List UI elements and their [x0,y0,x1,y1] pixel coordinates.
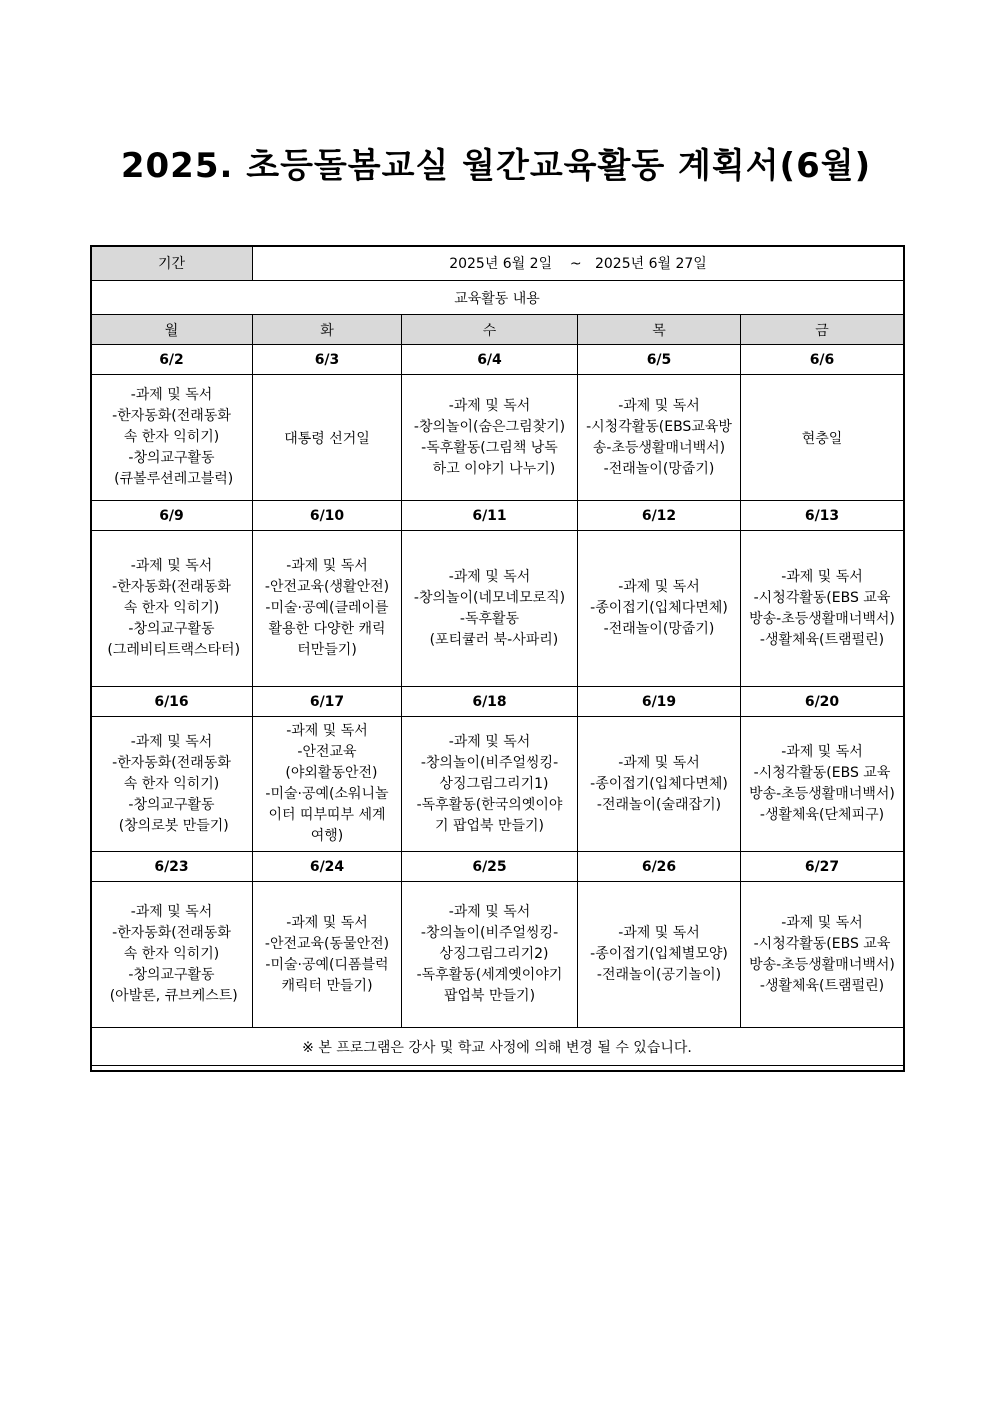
activity-line: 상징그림그리기1) [430,775,549,792]
activity-line: -한자동화(전래동화 [112,579,231,595]
activity-line: 상징그림그리기2) [430,946,549,962]
activity-line: -안전교육(동물안전) [264,935,390,952]
date-cell-tue: 6/3 [253,345,402,375]
date-cell-mon: 6/23 [91,852,253,882]
activity-line: -시청각활동(EBS 교육 [753,935,891,952]
date-row [91,501,904,531]
activity-cell-fri [741,375,904,501]
activity-line: (포티큘러 북-사파리) [420,631,559,648]
activity-line: -창의놀이(비주얼씽킹- [420,925,559,941]
activity-line: -생활체육(트램펄린) [759,977,885,994]
activity-line: -전래놀이(망줍기) [603,460,715,477]
activity-line: -과제 및 독서 [130,387,213,403]
activity-cell-mon [91,717,253,852]
activity-line: 속 한자 익히기) [123,600,220,616]
holiday-label: 대통령 선거일 [284,430,370,447]
weekday-tue: 화 [253,315,402,345]
activity-line: -과제 및 독서 [781,744,863,760]
weekday-header-row [91,315,904,345]
weekday-wed: 수 [402,315,578,345]
weekday-fri: 금 [741,315,904,345]
activity-line: -창의교구활동 [128,967,215,983]
activity-cell-mon [91,882,253,1028]
date-cell-thu: 6/5 [578,345,741,375]
activity-line: -과제 및 독서 [781,568,863,585]
activity-line: -과제 및 독서 [130,904,213,920]
activity-line: -안전교육 [297,744,357,760]
activity-line: (창의로봇 만들기) [114,817,229,834]
activity-line: -과제 및 독서 [286,723,368,739]
activity-line: -전래놀이(망줍기) [603,621,715,637]
activity-line: -과제 및 독서 [618,754,700,771]
activity-line: -과제 및 독서 [130,558,213,574]
activity-line: (큐볼루션레고블럭) [109,471,234,487]
activity-line: -창의놀이(비주얼씽킹- [420,754,559,771]
activity-line: (그레비티트랙스타터) [102,642,241,658]
date-cell-mon: 6/9 [91,501,253,531]
activity-line: -미술·공예(디폼블럭 [265,956,389,973]
activity-line: -과제 및 독서 [618,925,700,941]
activity-cell-tue [253,375,402,501]
date-cell-tue: 6/17 [253,687,402,717]
activity-line: -시청각활동(EBS교육방 [586,418,732,435]
activity-line: 여행) [310,828,344,844]
activity-line: -과제 및 독서 [448,568,531,585]
date-cell-thu: 6/12 [578,501,741,531]
activity-line: 기 팝업북 만들기) [434,817,545,834]
activity-line: -과제 및 독서 [286,558,368,574]
activity-line: -과제 및 독서 [448,733,531,750]
activity-cell-tue [253,531,402,687]
activity-cell-wed [402,531,578,687]
activity-line: -종이접기(입체별모양) [590,946,728,962]
activity-line: -한자동화(전래동화 [112,408,231,424]
activity-line: -창의교구활동 [128,450,215,466]
activity-cell-thu [578,375,741,501]
activity-line: 이터 띠부띠부 세계 [268,807,386,823]
date-cell-wed: 6/4 [402,345,578,375]
activity-line: -창의놀이(숨은그림찾기) [413,418,566,435]
activity-line: -시청각활동(EBS 교육 [753,589,891,606]
date-cell-wed: 6/18 [402,687,578,717]
activity-line: -생활체육(트램펄린) [759,631,885,648]
activity-cell-tue [253,882,402,1028]
activity-line: 캐릭터 만들기) [281,977,373,994]
activity-row [91,375,904,501]
date-cell-thu: 6/26 [578,852,741,882]
date-cell-fri: 6/13 [741,501,904,531]
date-row [91,852,904,882]
date-cell-thu: 6/19 [578,687,741,717]
activity-line: -전래놀이(공기놀이) [596,967,722,983]
activity-line: (아발론, 큐브케스트) [105,988,238,1004]
activity-cell-tue [253,717,402,852]
activity-cell-thu [578,717,741,852]
activity-line: -시청각활동(EBS 교육 [753,765,891,781]
activity-line: -독후활동 [459,610,520,627]
activity-row [91,717,904,852]
date-row [91,345,904,375]
activity-line: -과제 및 독서 [618,579,700,595]
activity-line: -창의교구활동 [128,796,215,813]
weekday-thu: 목 [578,315,741,345]
activity-line: (야외활동안전) [276,765,378,781]
period-value: 2025년 6월 2일 ~ 2025년 6월 27일 [253,246,904,281]
activity-line: -종이접기(입체다면체) [590,600,728,616]
date-cell-fri: 6/20 [741,687,904,717]
activity-line: -미술·공예(클레이를 [265,600,389,616]
activity-cell-wed [402,375,578,501]
activity-line: -독후활동(세계옛이야기 [416,967,563,983]
activity-line: 활용한 다양한 캐릭 [268,621,386,637]
weekday-mon: 월 [91,315,253,345]
activity-cell-wed [402,717,578,852]
activity-line: 터만들기) [297,642,357,658]
activity-cell-thu [578,882,741,1028]
activity-line: 속 한자 익히기) [123,775,220,792]
activity-cell-wed [402,882,578,1028]
activity-row [91,531,904,687]
section-heading: 교육활동 내용 [91,281,904,315]
date-cell-mon: 6/2 [91,345,253,375]
activity-plan-table [90,245,904,1066]
activity-line: 방송-초등생활매너백서) [749,786,895,802]
period-label: 기간 [91,246,253,281]
date-cell-wed: 6/25 [402,852,578,882]
activity-line: -과제 및 독서 [286,914,368,931]
activity-line: -안전교육(생활안전) [264,579,390,595]
activity-line: 팝업북 만들기) [443,988,536,1004]
date-row [91,687,904,717]
activity-row [91,882,904,1028]
activity-line: -미술·공예(소워니놀 [265,786,389,802]
activity-cell-mon [91,531,253,687]
activity-line: -한자동화(전래동화 [112,754,231,771]
activity-line: 송-초등생활매너백서) [592,439,726,456]
date-cell-fri: 6/6 [741,345,904,375]
activity-line: -종이접기(입체다면체) [590,775,728,792]
date-cell-wed: 6/11 [402,501,578,531]
activity-line: 속 한자 익히기) [123,429,220,445]
activity-cell-fri [741,717,904,852]
activity-line: 하고 이야기 나누기) [423,460,556,477]
activity-cell-fri [741,531,904,687]
activity-line: -과제 및 독서 [781,914,863,931]
date-cell-mon: 6/16 [91,687,253,717]
activity-line: -독후활동(그림책 낭독 [421,439,558,456]
date-cell-fri: 6/27 [741,852,904,882]
activity-line: -과제 및 독서 [448,397,531,414]
activity-line: 방송-초등생활매너백서) [749,956,895,973]
activity-line: 속 한자 익히기) [123,946,220,962]
holiday-label: 현충일 [801,430,843,447]
activity-line: -한자동화(전래동화 [112,925,231,941]
activity-line: -생활체육(단체피구) [759,807,885,823]
date-cell-tue: 6/10 [253,501,402,531]
footer-note: ※ 본 프로그램은 강사 및 학교 사정에 의해 변경 될 수 있습니다. [91,1028,904,1066]
activity-line: 방송-초등생활매너백서) [749,610,895,627]
activity-cell-thu [578,531,741,687]
document-title: 2025. 초등돌봄교실 월간교육활동 계획서(6월) [120,146,872,186]
activity-line: -창의교구활동 [128,621,215,637]
activity-line: -과제 및 독서 [448,904,531,920]
activity-line: -과제 및 독서 [618,397,700,414]
activity-line: -전래놀이(술래잡기) [596,796,722,813]
activity-line: -창의놀이(네모네모로직) [413,589,566,606]
activity-cell-mon [91,375,253,501]
date-cell-tue: 6/24 [253,852,402,882]
activity-line: -과제 및 독서 [130,733,213,750]
activity-line: -독후활동(한국의옛이야 [416,796,563,813]
activity-cell-fri [741,882,904,1028]
